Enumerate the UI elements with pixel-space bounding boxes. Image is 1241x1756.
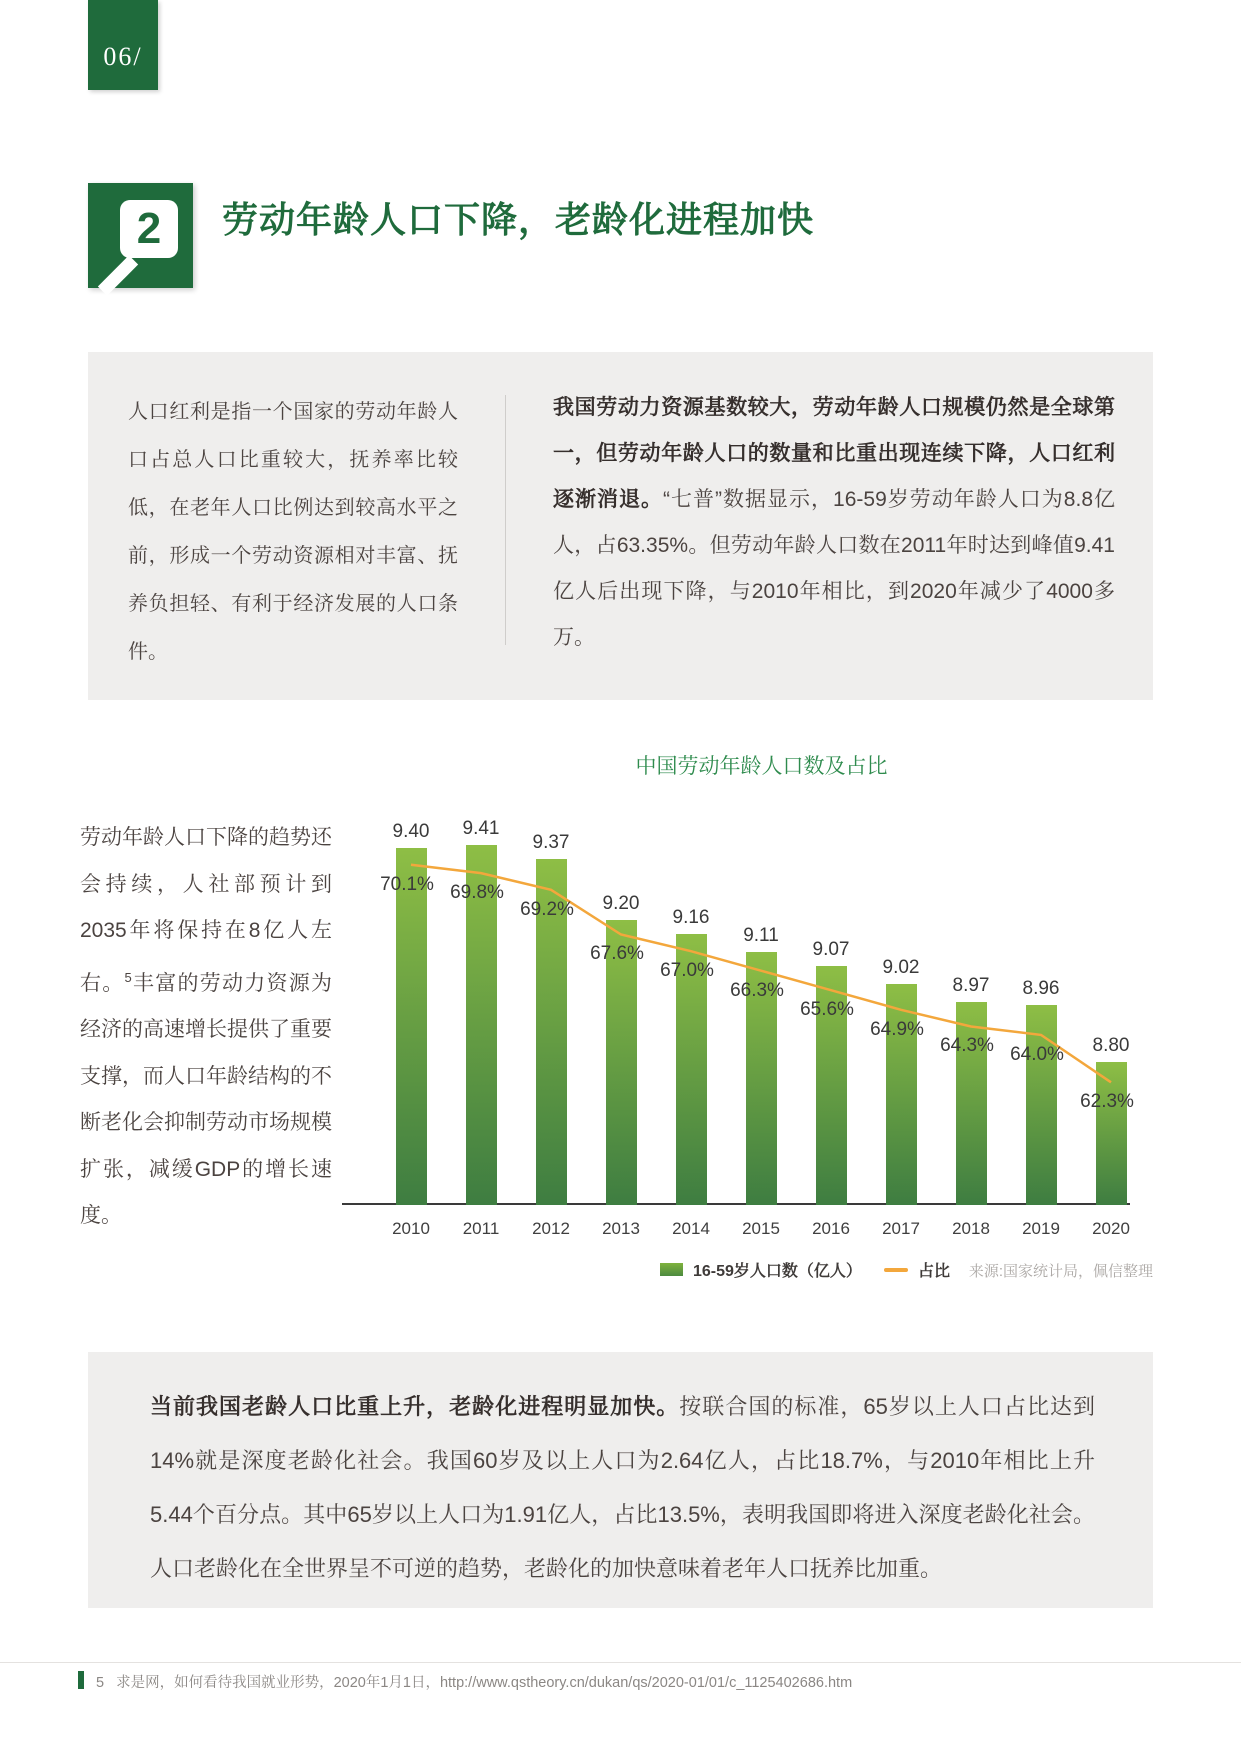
footnote-text bbox=[96, 1671, 852, 1692]
bar-value-label-2011: 9.41 bbox=[462, 817, 500, 839]
footer bbox=[0, 1662, 1241, 1756]
share-label-2014: 67.0% bbox=[660, 960, 714, 982]
intro-main-text bbox=[553, 385, 1115, 661]
year-label-2017: 2017 bbox=[882, 1219, 920, 1238]
section-number: 2 bbox=[136, 204, 162, 253]
aging-text bbox=[150, 1380, 1095, 1596]
footnote-marker: 5 bbox=[124, 969, 132, 985]
bar-value-label-2013: 9.20 bbox=[602, 892, 640, 914]
share-label-2012: 69.2% bbox=[520, 898, 574, 920]
aging-box bbox=[88, 1352, 1153, 1608]
speech-bubble-tail-icon bbox=[98, 255, 138, 295]
aging-text-bold: 当前我国老龄人口比重上升，老龄化进程明显加快。 bbox=[150, 1394, 680, 1419]
legend-bar-swatch-icon bbox=[660, 1263, 683, 1276]
chart-source: 来源:国家统计局，佩信整理 bbox=[968, 1263, 1153, 1280]
share-label-2020: 62.3% bbox=[1080, 1091, 1134, 1113]
share-label-2010: 70.1% bbox=[380, 873, 434, 895]
legend-line-swatch-icon bbox=[884, 1268, 908, 1272]
bar-value-label-2018: 8.97 bbox=[952, 974, 990, 996]
bar-value-label-2014: 9.16 bbox=[672, 907, 710, 929]
year-label-2019: 2019 bbox=[1022, 1219, 1060, 1238]
chart-plot bbox=[330, 795, 1153, 1238]
bar-value-label-2017: 9.02 bbox=[882, 956, 920, 978]
section-badge bbox=[88, 183, 193, 288]
share-label-2011: 69.8% bbox=[450, 882, 504, 904]
bar-value-label-2015: 9.11 bbox=[743, 924, 779, 946]
share-label-2019: 64.0% bbox=[1010, 1043, 1064, 1065]
bar-value-label-2012: 9.37 bbox=[532, 832, 570, 854]
page-number-box bbox=[88, 0, 158, 90]
side-paragraph-text: 劳动年龄人口下降的趋势还会持续，人社部预计到2035年将保持在8亿人左右。 bbox=[80, 826, 332, 995]
year-label-2014: 2014 bbox=[672, 1219, 710, 1238]
bar-value-label-2010: 9.40 bbox=[392, 821, 430, 843]
share-label-2015: 66.3% bbox=[730, 979, 784, 1001]
year-label-2020: 2020 bbox=[1092, 1219, 1130, 1238]
year-label-2013: 2013 bbox=[602, 1219, 640, 1238]
year-label-2011: 2011 bbox=[462, 1219, 500, 1238]
intro-definition-text: 人口红利是指一个国家的劳动年龄人口占总人口比重较大，抚养率比较低，在老年人口比例达到较高水平之前，形成一个劳动资源相对丰富、抚养负担轻、有利于经济发展的人口条件。 bbox=[128, 401, 458, 663]
year-label-2010: 2010 bbox=[392, 1219, 430, 1238]
year-label-2015: 2015 bbox=[742, 1219, 780, 1238]
chart-title: 中国劳动年龄人口数及占比 bbox=[635, 755, 888, 778]
share-label-2017: 64.9% bbox=[870, 1018, 924, 1040]
speech-bubble-icon bbox=[120, 200, 178, 258]
section-title: 劳动年龄人口下降，老龄化进程加快 bbox=[222, 199, 815, 240]
aging-text-regular: 按联合国的标准，65岁以上人口占比达到14%就是深度老龄化社会。我国60岁及以上人口为2.64亿人，占比18.7%，与2010年相比上升5.44个百分点。其中65岁以上人口为1.91亿人，占比13.5%，表明我国即将进入深度老龄化社会。人口老龄化在全世界呈不可逆的趋势，老龄化的加快意味着老年人口抚养比加重。 bbox=[150, 1394, 1095, 1581]
share-label-2018: 64.3% bbox=[940, 1035, 994, 1057]
page-number-label: 06/ bbox=[103, 42, 143, 71]
legend-bar-label: 16-59岁人口数（亿人） bbox=[693, 1263, 862, 1280]
bar-value-label-2016: 9.07 bbox=[812, 939, 850, 961]
legend-line-label: 占比 bbox=[917, 1263, 950, 1280]
share-label-2016: 65.6% bbox=[800, 999, 854, 1021]
footnote-tick-icon bbox=[78, 1671, 84, 1689]
intro-box bbox=[88, 352, 1153, 700]
year-label-2012: 2012 bbox=[532, 1219, 570, 1238]
year-label-2016: 2016 bbox=[812, 1219, 850, 1238]
year-label-2018: 2018 bbox=[952, 1219, 990, 1238]
side-paragraph bbox=[80, 815, 332, 1240]
side-paragraph-text-2: 丰富的劳动力资源为经济的高速增长提供了重要支撑，而人口年龄结构的不断老化会抑制劳动市场规模扩张，减缓GDP的增长速度。 bbox=[80, 971, 333, 1227]
labor-population-chart bbox=[330, 750, 1153, 1295]
bar-value-label-2020: 8.80 bbox=[1092, 1035, 1130, 1057]
share-label-2013: 67.6% bbox=[590, 943, 644, 965]
bar-value-label-2019: 8.96 bbox=[1022, 978, 1060, 1000]
footnote-number: 5 bbox=[96, 1675, 105, 1691]
intro-divider bbox=[505, 395, 506, 645]
chart-legend bbox=[660, 1258, 950, 1281]
intro-main-text-bold: 我国劳动力资源基数较大，劳动年龄人口规模仍然是全球第一，但劳动年龄人口的数量和比重出现连续下降，人口红利逐渐消退。 bbox=[553, 396, 1115, 511]
footnote-body: 求是网，如何看待我国就业形势，2020年1月1日，http://www.qstheory.cn/dukan/qs/2020-01/01/c_1125402686.htm bbox=[116, 1675, 853, 1691]
intro-main-text-regular: “七普”数据显示，16-59岁劳动年龄人口为8.8亿人，占63.35%。但劳动年龄人口数在2011年时达到峰值9.41亿人后出现下降，与2010年相比，到2020年减少了4000多万。 bbox=[553, 488, 1116, 649]
